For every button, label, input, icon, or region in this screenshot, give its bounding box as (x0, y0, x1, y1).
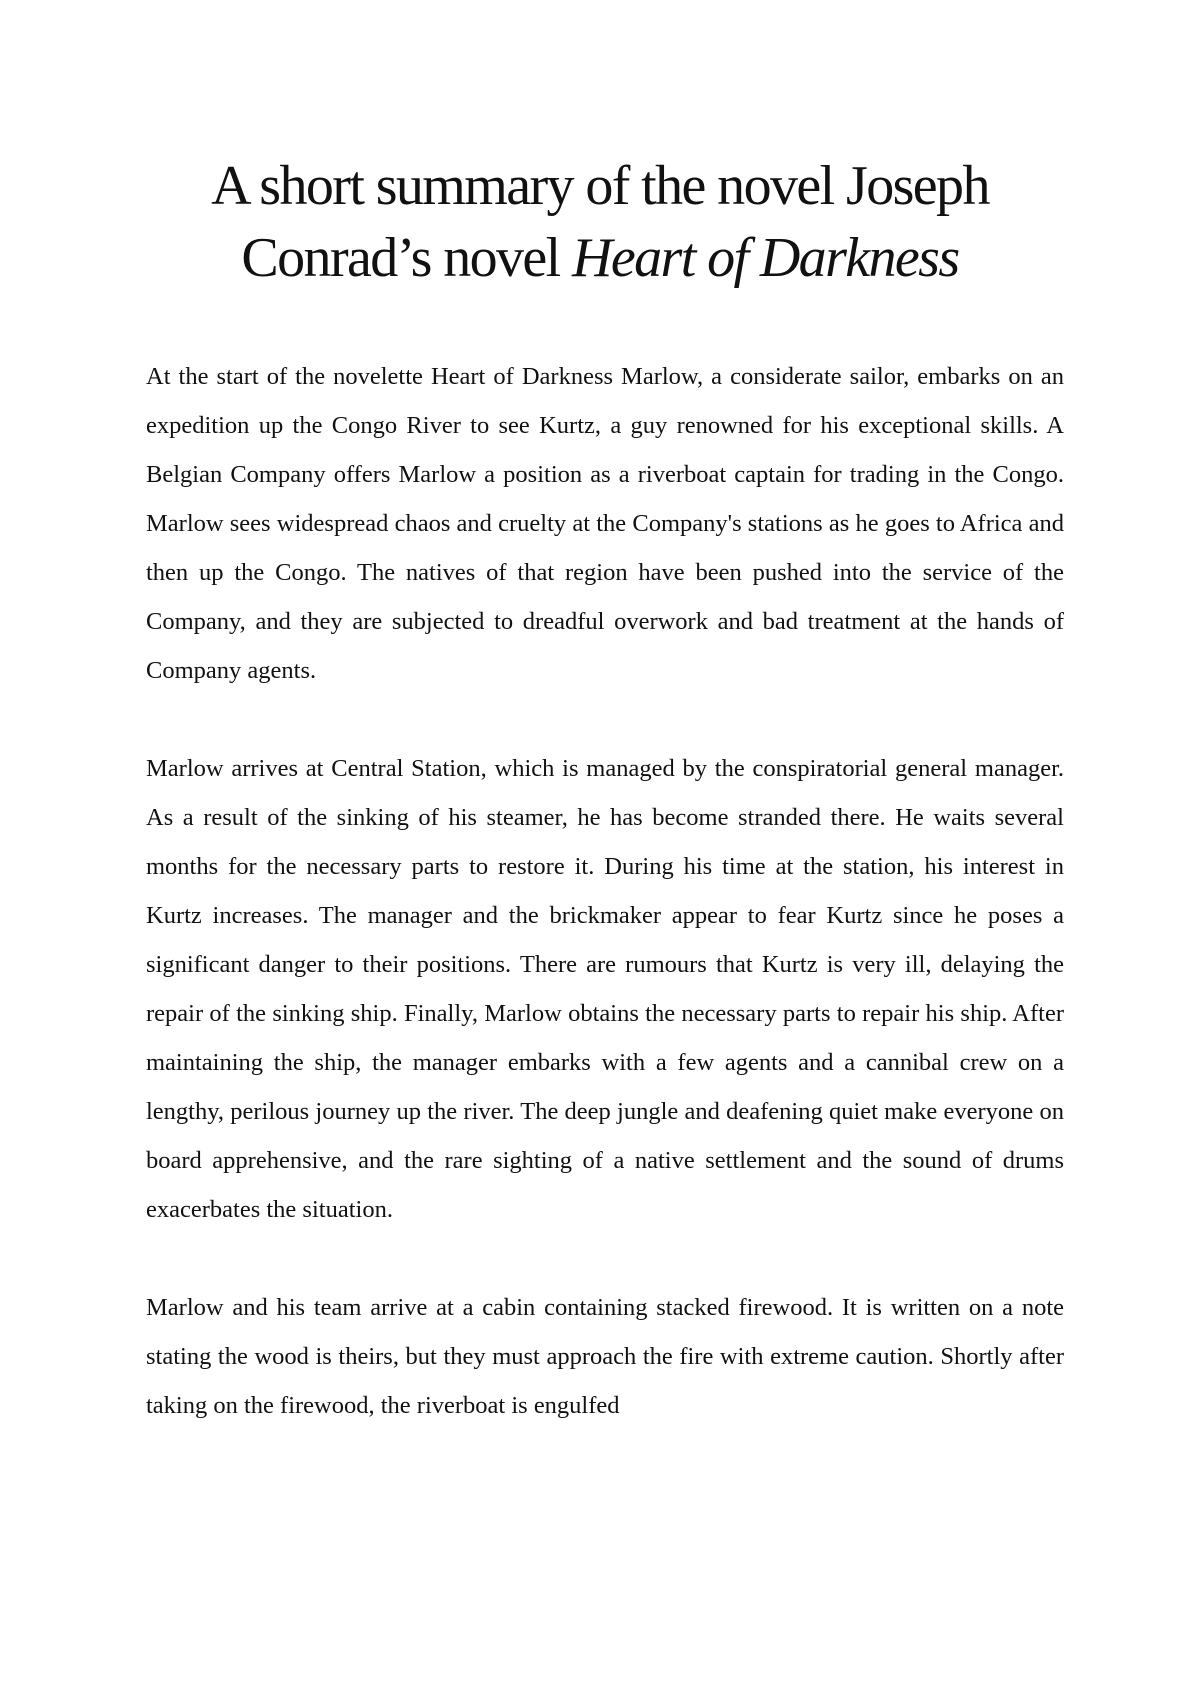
title-line-1: A short summary of the novel Joseph (211, 155, 989, 217)
paragraph-3: Marlow and his team arrive at a cabin containing stacked firewood. It is written on a note stating the wood is theirs, but they must approach the fire with extreme caution. Shortly after taking on the firewood, the riverboat is engulfed (146, 1294, 1064, 1419)
paragraph-2: Marlow arrives at Central Station, which is managed by the conspiratorial general manager. As a result of the sinking of his steamer, he has become stranded there. He waits several months for the necessary parts to restore it. During his time at the station, his interest in Kurtz increases. The manager and the brickmaker appear to fear Kurtz since he poses a significant danger to their positions. There are rumours that Kurtz is very ill, delaying the repair of the sinking ship. Finally, Marlow obtains the necessary parts to repair his ship. After maintaining the ship, the manager embarks with a few agents and a cannibal crew on a lengthy, perilous journey up the river. The deep jungle and deafening quiet make everyone on board apprehensive, and the rare sighting of a native settlement and the sound of drums exacerbates the situation. (146, 755, 1064, 1223)
document-title (120, 150, 1080, 294)
title-line-2: Conrad’s novel (241, 227, 573, 289)
title-novel-name: Heart of Darkness (572, 227, 959, 289)
document-body (146, 352, 1064, 1430)
paragraph-1: At the start of the novelette Heart of Darkness Marlow, a considerate sailor, embarks on an expedition up the Congo River to see Kurtz, a guy renowned for his exceptional skills. A Belgian Company offers Marlow a position as a riverboat captain for trading in the Congo. Marlow sees widespread chaos and cruelty at the Company's stations as he goes to Africa and then up the Congo. The natives of that region have been pushed into the service of the Company, and they are subjected to dreadful overwork and bad treatment at the hands of Company agents. (146, 363, 1064, 684)
